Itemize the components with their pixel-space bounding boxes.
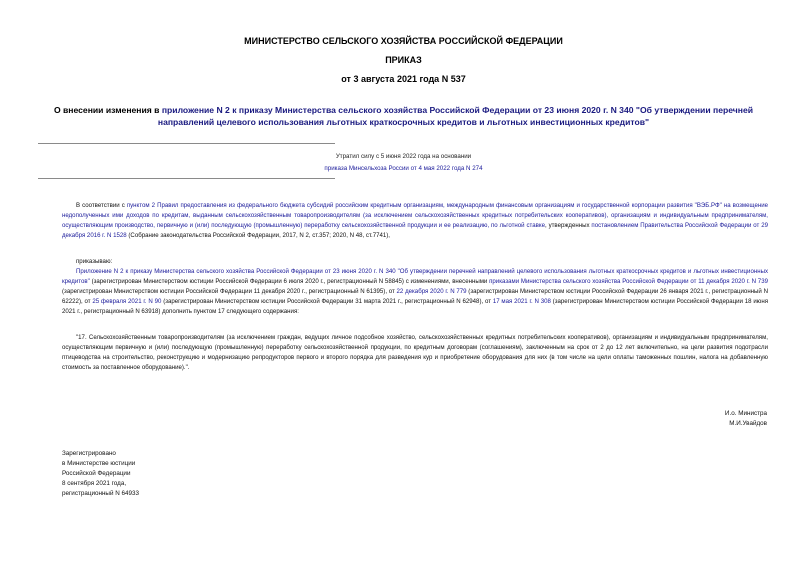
rules-link[interactable]: пунктом 2 Правил предоставления из федерального бюджета субсидий российским кредитным организациям, международным финансовым организациям и государственной корпорации развития "ВЭБ.РФ" на возмещение недополученных ими доходов по кредитам, выданным сельскохозяйственным товаропроизводителям (за исключением сельскохозяйственных кредитных потребительских кооперативов), организациям и индивидуальным предпринимателям, осуществляющим производство, первичную и (или) последующую (промышленную) переработку сельскохозяйственной продукции и ее реализацию, по льготной ставке [62, 202, 769, 229]
preamble-text-a: В соответствии с [76, 202, 127, 209]
bottom-divider [38, 178, 335, 179]
order-739-link[interactable]: приказами Министерства сельского хозяйства Российской Федерации от 11 декабря 2020 г. N 739 [489, 278, 768, 285]
registration-block [62, 449, 139, 499]
resolution-link[interactable]: постановлением Правительства Российской Федерации от 29 декабря 2016 г. N 1528 [62, 222, 768, 239]
signature-name: М.И.Увайдов [729, 420, 767, 427]
repeal-order-link[interactable]: приказа Минсельхоза России от 4 мая 2022 года N 274 [324, 165, 483, 172]
order-word: приказываю: [76, 258, 113, 265]
clause-17-paragraph: "17. Сельскохозяйственным товаропроизводителям (за исключением граждан, ведущих личное подсобное хозяйство, сельскохозяйственных кредитных потребительских кооперативов), организациям и индивидуальным предпринимателям, осуществляющим первичную и (или) последующую (промышленную) переработку сельскохозяйственной продукции, по кредитным договорам (соглашениям), заключенным на срок от 2 до 12 лет включительно, на цели развития подотрасли птицеводства на строительство, реконструкцию и модернизацию репродукторов первого и второго порядка для разведения кур и приобретение оборудования для них (в том числе на цели оплаты таможенных пошлин, налога на добавленную стоимость за поставленное оборудование).". [62, 334, 768, 371]
amendment-text-d: (зарегистрирован Министерством юстиции Российской Федерации 31 марта 2021 г., регистрационный N 62948), от [161, 298, 493, 305]
amendment-paragraph [62, 267, 768, 317]
preamble-text-b: , утвержденных [545, 222, 592, 229]
order-308-link[interactable]: 17 мая 2021 г. N 308 [492, 298, 551, 305]
signature-position: И.о. Министра [724, 410, 767, 417]
document-type: ПРИКАЗ [385, 55, 422, 65]
amendment-text-e: (зарегистрирован Министерством юстиции Российской Федерации 18 июня 2021 г., регистрационный N 63918) дополнить пунктом 17 следующего содержания: [62, 298, 768, 315]
registration-line: Российской Федерации [62, 470, 131, 477]
registration-line: в Министерстве юстиции [62, 460, 136, 467]
preamble-text-c: (Собрание законодательства Российской Федерации, 2017, N 2, ст.357; 2020, N 48, ст.7741), [126, 232, 391, 239]
status-link-line [0, 164, 807, 174]
top-divider [38, 143, 335, 144]
preamble-paragraph [62, 201, 768, 241]
amendment-text-c: (зарегистрирован Министерством юстиции Российской Федерации 26 января 2021 г., регистрационный N 62222), от [62, 288, 768, 305]
status-line: Утратил силу с 5 июня 2022 года на основании [335, 153, 472, 160]
amendment-text-a: (зарегистрирован Министерством юстиции Российской Федерации 6 июля 2020 г., регистрационный N 58845) с изменениями, внесенными [89, 278, 490, 285]
appendix-link[interactable]: Приложение N 2 к приказу Министерства сельского хозяйства Российской Федерации от 23 июня 2020 г. N 340 "Об утверждении перечней направлений целевого использования льготных краткосрочных кредитов и льготных инвестиционных кредитов" [62, 268, 768, 285]
registration-line: Зарегистрировано [62, 450, 116, 457]
document-title [30, 105, 777, 128]
title-text: О внесении изменения в [53, 105, 162, 115]
amendment-text-b: (зарегистрирован Министерством юстиции Российской Федерации 11 декабря 2020 г., регистрационный N 61395), от [62, 288, 397, 295]
registration-line: регистрационный N 64933 [62, 490, 140, 497]
ministry-heading: МИНИСТЕРСТВО СЕЛЬСКОГО ХОЗЯЙСТВА РОССИЙСКОЙ ФЕДЕРАЦИИ [244, 36, 563, 46]
registration-line: 8 сентября 2021 года, [62, 480, 127, 487]
document-date-number: от 3 августа 2021 года N 537 [341, 74, 466, 84]
order-90-link[interactable]: 25 февраля 2021 г. N 90 [92, 298, 162, 305]
order-779-link[interactable]: 22 декабря 2020 г. N 779 [396, 288, 467, 295]
title-link[interactable]: приложение N 2 к приказу Министерства сельского хозяйства Российской Федерации от 23 июня 2020 г. N 340 "Об утверждении перечней направлений целевого использования льготных краткосрочных кредитов и льготных инвестиционных кредитов" [157, 105, 754, 127]
